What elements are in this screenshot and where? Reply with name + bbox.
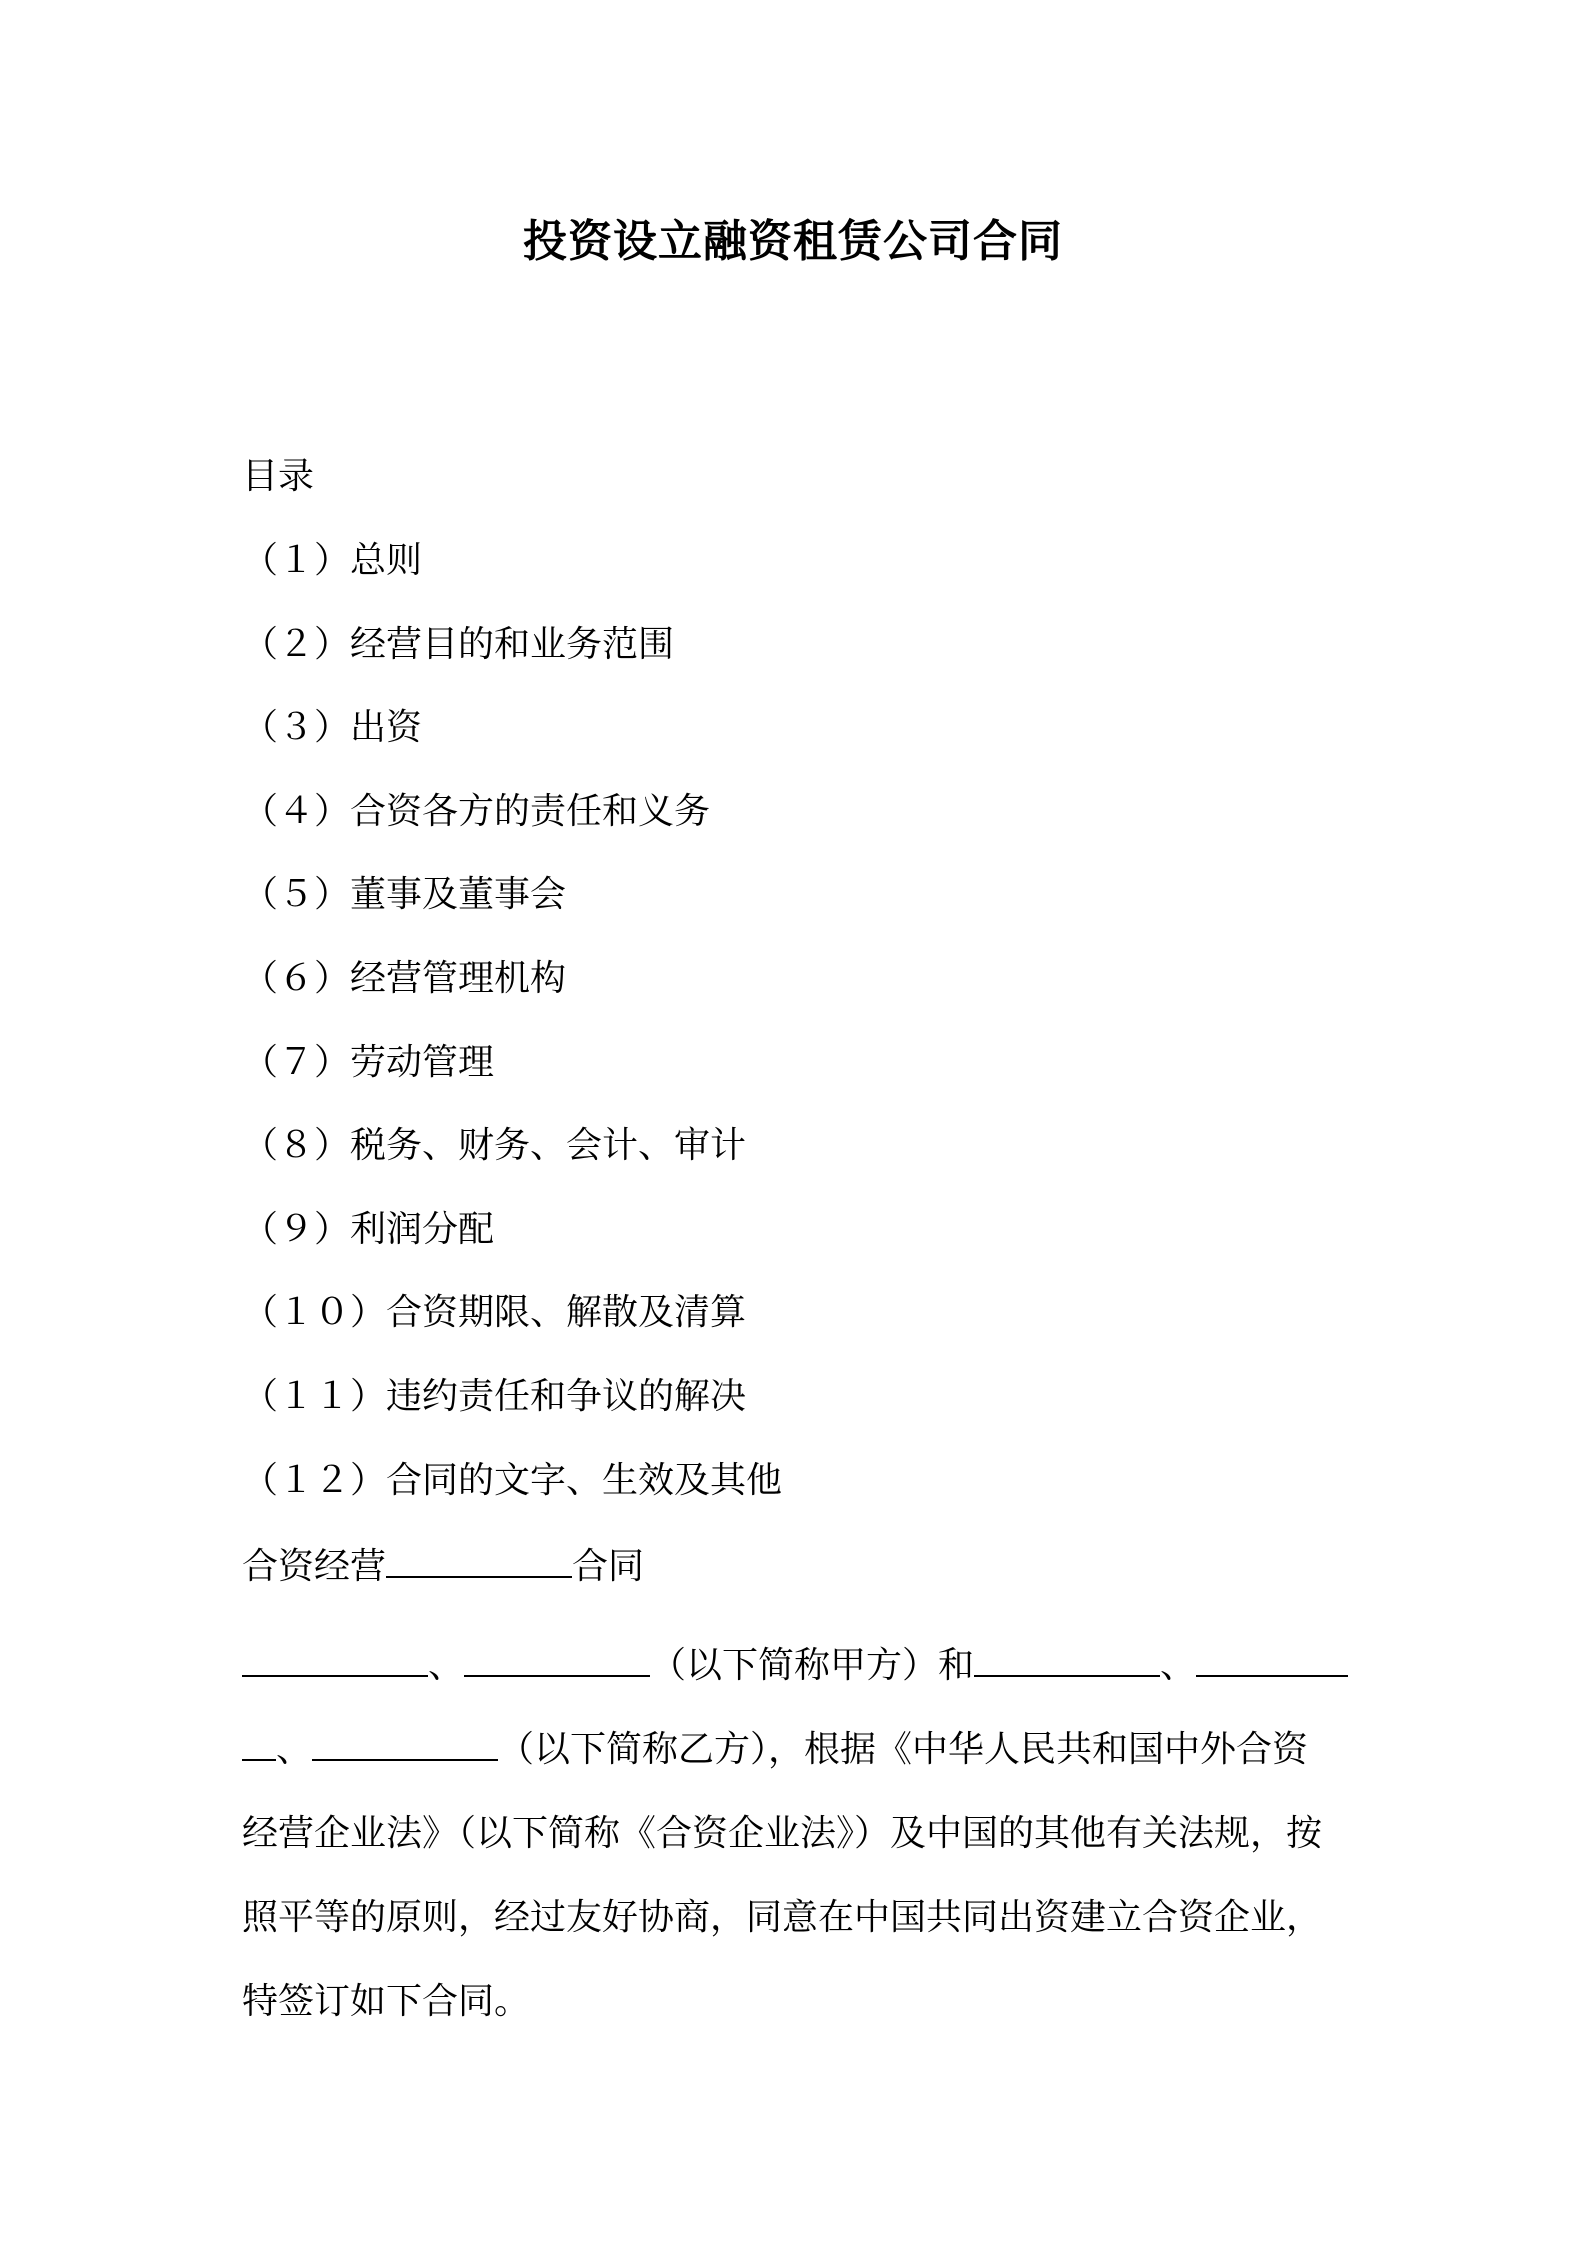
preamble-line-4: 照平等的原则，经过友好协商，同意在中国共同出资建立合资企业， [242,1897,1323,1938]
toc-item: （８）税务、财务、会计、审计 [242,1125,747,1167]
table-of-contents [242,536,782,1539]
contract-name-prefix: 合资经营 [242,1546,387,1587]
preamble-line-5: 特签订如下合同。 [242,1981,531,2022]
toc-item: （１２）合同的文字、生效及其他 [242,1459,783,1501]
toc-item: （２）经营目的和业务范围 [242,623,675,665]
toc-heading: 目录 [242,456,315,497]
preamble-paragraph [242,1624,1352,2044]
contract-name-blank [386,1540,572,1578]
toc-item: （５）董事及董事会 [242,874,567,916]
toc-item: （３）出资 [242,707,423,749]
party-b-blank-2a [1196,1639,1348,1677]
separator: 、 [276,1729,313,1770]
preamble-line-2-text: （以下简称乙方），根据《中华人民共和国中外合资 [498,1729,1309,1770]
party-a-suffix: （以下简称甲方）和 [650,1645,975,1686]
party-b-blank-3 [312,1723,498,1761]
preamble-line-2 [242,1708,1352,1792]
separator: 、 [428,1645,465,1686]
party-a-blank-1 [242,1639,428,1677]
document-title: 投资设立融资租赁公司合同 [523,216,1063,267]
toc-item: （９）利润分配 [242,1208,495,1250]
toc-item: （１０）合资期限、解散及清算 [242,1292,747,1334]
party-b-blank-2b [242,1723,276,1761]
toc-item: （６）经营管理机构 [242,957,567,999]
preamble-line-3: 经营企业法》（以下简称《合资企业法》）及中国的其他有关法规，按 [242,1813,1323,1854]
preamble-line-1 [242,1624,1352,1708]
toc-item: （７）劳动管理 [242,1041,495,1083]
contract-name-line [242,1540,644,1592]
party-b-blank-1 [974,1639,1160,1677]
toc-item: （４）合资各方的责任和义务 [242,790,711,832]
party-a-blank-2 [464,1639,650,1677]
toc-item: （１１）违约责任和争议的解决 [242,1375,747,1417]
toc-item: （１）总则 [242,540,423,581]
separator: 、 [1160,1645,1197,1686]
contract-name-suffix: 合同 [572,1546,645,1587]
